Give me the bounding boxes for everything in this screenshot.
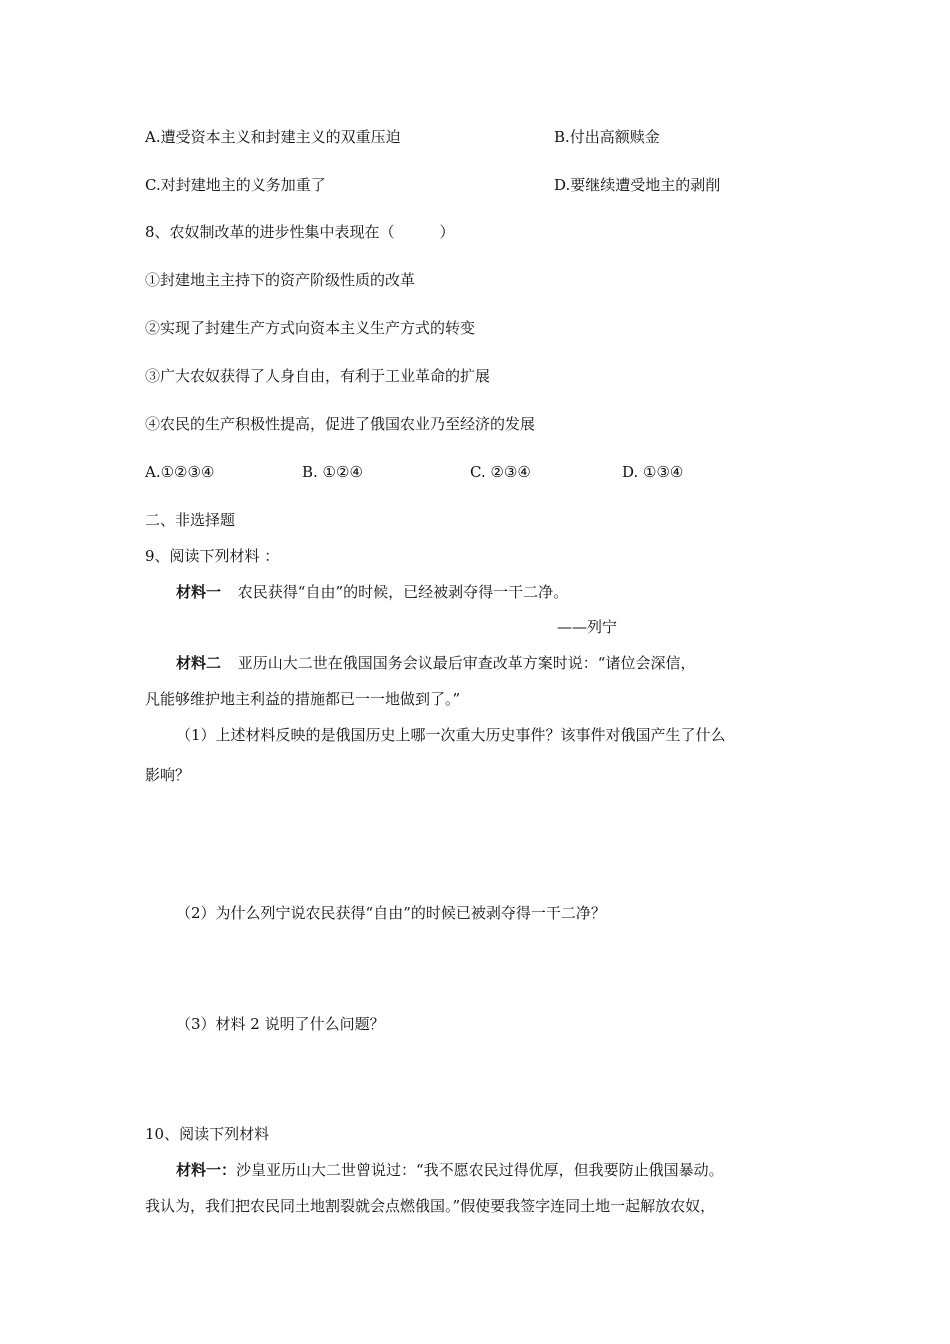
- q7-option-d: D.要继续遭受地主的剥削: [554, 176, 721, 194]
- q9-material-1-text: 农民获得“自由”的时候，已经被剥夺得一干二净。: [237, 583, 569, 601]
- q9-material-1: [176, 582, 568, 602]
- q8-item-4: ④农民的生产积极性提高，促进了俄国农业乃至经济的发展: [145, 415, 536, 433]
- q9-material-2-text-2: 凡能够维护地主利益的措施都已一一地做到了。”: [145, 690, 461, 708]
- q8-stem: 8、农奴制改革的进步性集中表现在（ ）: [145, 223, 455, 241]
- q8-item-1: ①封建地主主持下的资产阶级性质的改革: [145, 271, 416, 289]
- q8-option-d: D. ①③④: [622, 463, 684, 481]
- q10-stem: 10、阅读下列材料: [145, 1125, 270, 1143]
- q7-option-a: A.遭受资本主义和封建主义的双重压迫: [145, 128, 401, 146]
- q8-option-c: C. ②③④: [470, 463, 531, 481]
- q8-item-2: ②实现了封建生产方式向资本主义生产方式的转变: [145, 319, 476, 337]
- q9-material-1-source: ——列宁: [557, 618, 618, 636]
- q7-option-c: C.对封建地主的义务加重了: [145, 176, 326, 194]
- section-title: 二、非选择题: [145, 511, 236, 529]
- q8-item-3: ③广大农奴获得了人身自由，有利于工业革命的扩展: [145, 367, 491, 385]
- q7-option-b: B.付出高额赎金: [554, 128, 660, 146]
- q9-stem: 9、阅读下列材料 ：: [145, 547, 280, 565]
- q9-sub-2: （2）为什么列宁说农民获得“自由”的时候已被剥夺得一干二净？: [176, 904, 606, 922]
- q9-sub-1-line-2: 影响？: [145, 766, 191, 784]
- q9-material-2-text-1: 亚历山大二世在俄国国务会议最后审查改革方案时说：“诸位会深信，: [237, 654, 696, 672]
- q8-option-b: B. ①②④: [302, 463, 363, 481]
- q10-material-1-text-1: 沙皇亚历山大二世曾说过：“我不愿农民过得优厚，但我要防止俄国暴动。: [236, 1161, 724, 1179]
- q8-option-a: A.①②③④: [145, 463, 215, 481]
- q10-material-1-text-2: 我认为，我们把农民同土地割裂就会点燃俄国。”假使要我签字连同土地一起解放农奴，: [145, 1197, 716, 1215]
- q9-material-1-label: 材料一: [176, 583, 222, 601]
- q9-material-2: [176, 653, 695, 673]
- q10-material-1: [176, 1160, 724, 1180]
- q9-material-2-label: 材料二: [176, 654, 222, 672]
- q9-sub-3: （3）材料 2 说明了什么问题？: [176, 1015, 385, 1033]
- q10-material-1-label: 材料一：: [176, 1161, 237, 1179]
- q9-sub-1-line-1: （1）上述材料反映的是俄国历史上哪一次重大历史事件？该事件对俄国产生了什么: [176, 726, 726, 744]
